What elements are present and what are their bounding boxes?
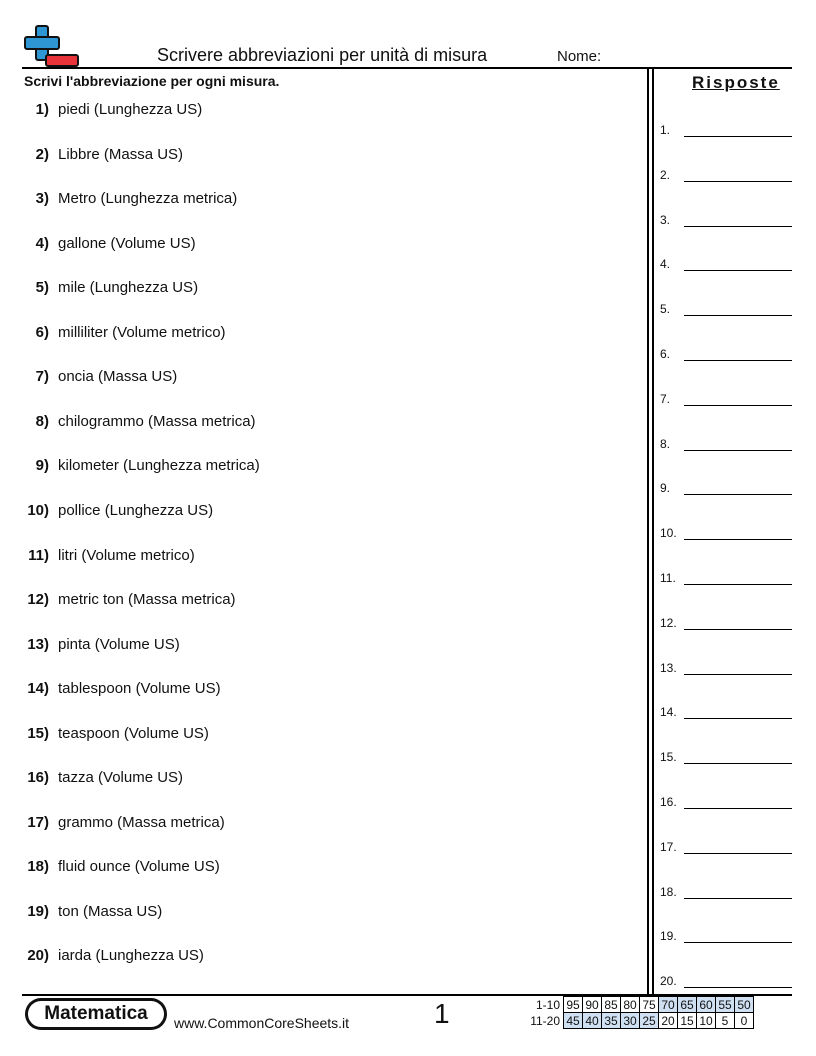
answer-blank[interactable] xyxy=(684,226,792,227)
answer-item xyxy=(660,526,792,542)
answer-number: 18. xyxy=(660,884,677,899)
question-item xyxy=(0,235,196,252)
question-item xyxy=(0,814,225,831)
answer-item xyxy=(660,929,792,945)
question-number: 18) xyxy=(27,858,49,876)
score-cell: 55 xyxy=(716,997,735,1013)
question-text: chilogrammo (Massa metrica) xyxy=(58,412,256,430)
question-number: 8) xyxy=(35,412,49,430)
answer-number: 9. xyxy=(660,481,671,496)
question-item xyxy=(0,368,177,385)
question-text: ton (Massa US) xyxy=(58,902,163,920)
question-item xyxy=(0,903,162,920)
question-text: pinta (Volume US) xyxy=(58,635,180,653)
answer-number: 6. xyxy=(660,347,671,361)
question-number: 14) xyxy=(27,680,49,698)
answer-item xyxy=(660,347,792,363)
answer-blank[interactable] xyxy=(684,629,792,630)
answer-item xyxy=(660,213,792,229)
answers-title: Risposte xyxy=(692,73,780,92)
answer-blank[interactable] xyxy=(684,494,792,495)
answer-item xyxy=(660,302,792,318)
question-number: 6) xyxy=(35,323,49,341)
answer-blank[interactable] xyxy=(684,942,792,943)
score-cell: 15 xyxy=(678,1013,697,1029)
question-item xyxy=(0,457,260,474)
score-cell: 10 xyxy=(697,1013,716,1029)
question-number: 19) xyxy=(27,902,49,920)
answer-item xyxy=(660,123,792,139)
score-cell: 25 xyxy=(640,1013,659,1029)
score-row-label: 1-10 xyxy=(535,997,560,1012)
score-row xyxy=(528,1013,754,1029)
answer-blank[interactable] xyxy=(684,450,792,451)
question-number: 2) xyxy=(35,145,49,163)
answer-blank[interactable] xyxy=(684,808,792,809)
score-cell: 0 xyxy=(735,1013,754,1029)
score-cell: 75 xyxy=(640,997,659,1013)
question-text: gallone (Volume US) xyxy=(58,234,196,252)
answer-blank[interactable] xyxy=(684,718,792,719)
answer-number: 3. xyxy=(660,212,671,227)
answer-blank[interactable] xyxy=(684,360,792,361)
question-text: milliliter (Volume metrico) xyxy=(58,323,226,341)
question-item xyxy=(0,769,183,786)
answer-number: 16. xyxy=(660,795,677,809)
question-text: teaspoon (Volume US) xyxy=(58,724,209,742)
question-number: 9) xyxy=(35,457,49,475)
answer-item xyxy=(660,750,792,766)
question-text: Metro (Lunghezza metrica) xyxy=(58,190,238,208)
answer-blank[interactable] xyxy=(684,181,792,182)
question-item xyxy=(0,636,180,653)
question-item xyxy=(0,101,202,118)
score-cell: 5 xyxy=(716,1013,735,1029)
question-text: grammo (Massa metrica) xyxy=(58,813,225,831)
answer-blank[interactable] xyxy=(684,853,792,854)
question-text: kilometer (Lunghezza metrica) xyxy=(58,457,260,475)
question-number: 11) xyxy=(28,546,49,564)
question-item xyxy=(0,680,221,697)
answer-number: 5. xyxy=(660,302,671,317)
answer-blank[interactable] xyxy=(684,987,792,988)
question-number: 1) xyxy=(35,101,49,118)
header-rule xyxy=(22,67,792,69)
answer-number: 15. xyxy=(660,750,677,765)
answer-blank[interactable] xyxy=(684,584,792,585)
answer-item xyxy=(660,392,792,408)
question-text: fluid ounce (Volume US) xyxy=(58,858,220,876)
score-cell: 95 xyxy=(564,997,583,1013)
question-item xyxy=(0,858,220,875)
score-cell: 40 xyxy=(583,1013,602,1029)
question-text: metric ton (Massa metrica) xyxy=(58,591,236,609)
answer-item xyxy=(660,616,792,632)
question-item xyxy=(0,547,195,564)
question-text: tazza (Volume US) xyxy=(58,769,184,787)
question-item xyxy=(0,725,209,742)
question-number: 4) xyxy=(35,234,49,252)
answer-item xyxy=(660,257,792,273)
score-cell: 60 xyxy=(697,997,716,1013)
question-number: 7) xyxy=(35,368,49,386)
score-table xyxy=(528,996,754,1029)
score-cell: 80 xyxy=(621,997,640,1013)
answer-item xyxy=(660,840,792,856)
answer-blank[interactable] xyxy=(684,763,792,764)
question-text: tablespoon (Volume US) xyxy=(58,680,221,698)
answer-blank[interactable] xyxy=(684,898,792,899)
answer-number: 12. xyxy=(660,615,677,630)
answer-blank[interactable] xyxy=(684,539,792,540)
answer-number: 17. xyxy=(660,839,677,854)
answer-number: 1. xyxy=(660,123,671,137)
site-url: www.CommonCoreSheets.it xyxy=(174,1015,350,1031)
column-divider-right xyxy=(652,69,654,995)
answer-number: 7. xyxy=(660,391,671,406)
question-number: 10) xyxy=(27,501,49,519)
question-text: Libbre (Massa US) xyxy=(58,145,184,163)
question-number: 3) xyxy=(35,190,49,208)
question-number: 16) xyxy=(27,769,49,787)
answer-item xyxy=(660,795,792,811)
answer-item xyxy=(660,571,792,587)
answer-number: 4. xyxy=(660,257,671,272)
question-item xyxy=(0,502,213,519)
answer-number: 10. xyxy=(660,526,677,541)
score-cell: 50 xyxy=(735,997,754,1013)
brand-label: Matematica xyxy=(28,1001,164,1027)
question-item xyxy=(0,324,226,341)
question-number: 17) xyxy=(27,813,49,831)
answer-number: 14. xyxy=(660,705,677,720)
answer-number: 2. xyxy=(660,167,671,182)
answer-item xyxy=(660,168,792,184)
score-row-label: 11-20 xyxy=(530,1013,560,1028)
question-number: 12) xyxy=(27,591,49,609)
brand-badge xyxy=(25,998,167,1030)
score-cell: 90 xyxy=(583,997,602,1013)
question-text: piedi (Lunghezza US) xyxy=(58,101,203,118)
answer-blank[interactable] xyxy=(684,405,792,406)
score-cell: 45 xyxy=(564,1013,583,1029)
question-text: mile (Lunghezza US) xyxy=(58,279,199,297)
answer-item xyxy=(660,705,792,721)
score-cell: 85 xyxy=(602,997,621,1013)
page-number: 1 xyxy=(434,998,450,1029)
score-cell: 35 xyxy=(602,1013,621,1029)
question-item xyxy=(0,279,198,296)
question-number: 13) xyxy=(27,635,49,653)
name-label: Nome: xyxy=(557,48,602,65)
answer-number: 8. xyxy=(660,436,671,451)
question-item xyxy=(0,413,256,430)
question-text: litri (Volume metrico) xyxy=(58,546,195,564)
score-cell: 70 xyxy=(659,997,678,1013)
answer-blank[interactable] xyxy=(684,674,792,675)
question-number: 15) xyxy=(27,724,49,742)
question-text: iarda (Lunghezza US) xyxy=(58,947,204,965)
page-title: Scrivere abbreviazioni per unità di misura xyxy=(157,45,488,65)
answer-blank[interactable] xyxy=(684,315,792,316)
plus-minus-logo-icon xyxy=(22,24,80,68)
answer-item xyxy=(660,885,792,901)
answer-number: 20. xyxy=(660,974,677,989)
score-cell: 65 xyxy=(678,997,697,1013)
answer-item xyxy=(660,481,792,497)
answer-number: 19. xyxy=(660,929,677,944)
answer-item xyxy=(660,437,792,453)
answer-number: 11. xyxy=(660,571,676,585)
instructions: Scrivi l'abbreviazione per ogni misura. xyxy=(24,73,280,89)
score-cell: 30 xyxy=(621,1013,640,1029)
column-divider-left xyxy=(647,69,649,995)
question-item xyxy=(0,947,204,964)
score-cell: 20 xyxy=(659,1013,678,1029)
answer-number: 13. xyxy=(660,660,677,675)
question-text: pollice (Lunghezza US) xyxy=(58,501,214,519)
answer-item xyxy=(660,974,792,990)
question-item xyxy=(0,146,183,163)
question-number: 5) xyxy=(35,279,49,297)
score-row xyxy=(528,997,754,1013)
answer-blank[interactable] xyxy=(684,270,792,271)
question-item xyxy=(0,190,237,207)
question-item xyxy=(0,591,236,608)
question-number: 20) xyxy=(27,947,49,965)
answer-item xyxy=(660,661,792,677)
question-text: oncia (Massa US) xyxy=(58,368,178,386)
answer-blank[interactable] xyxy=(684,136,792,137)
